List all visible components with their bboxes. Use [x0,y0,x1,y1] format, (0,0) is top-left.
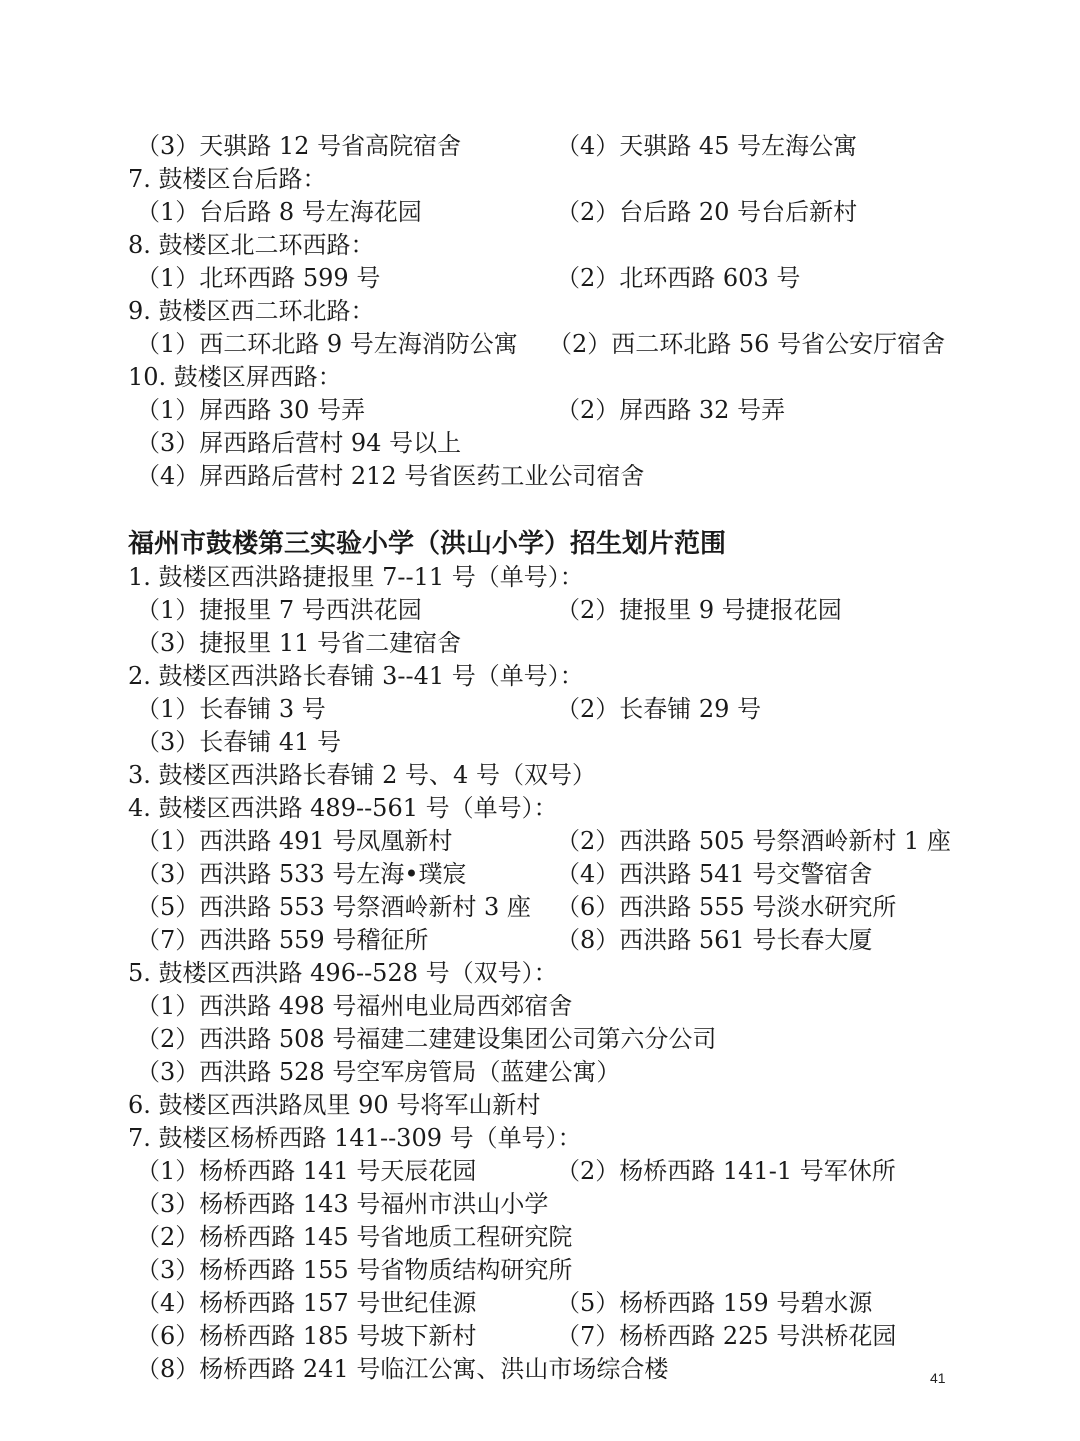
address-row [128,1254,968,1287]
address-item: （8）西洪路 561 号长春大厦 [556,926,873,954]
address-item: （1）捷报里 7 号西洪花园 [136,596,422,624]
address-item: （2）长春铺 29 号 [556,695,762,723]
address-row [128,328,968,361]
section-spacer [128,493,968,527]
address-row [128,1188,968,1221]
district-heading-text: 10. 鼓楼区屏西路： [128,363,342,391]
document-body [128,130,968,1386]
address-item: （2）杨桥西路 145 号省地质工程研究院 [136,1223,573,1251]
address-row [128,825,968,858]
address-item: （2）西二环北路 56 号省公安厅宿舍 [548,330,946,358]
page-number: 41 [930,1370,946,1386]
address-item: （4）屏西路后营村 212 号省医药工业公司宿舍 [136,462,645,490]
district-heading [128,792,968,825]
address-row [128,693,968,726]
address-item: （2）杨桥西路 141-1 号军休所 [556,1157,896,1185]
address-row [128,1287,968,1320]
address-item: （3）捷报里 11 号省二建宿舍 [136,629,462,657]
district-heading-text: 3. 鼓楼区西洪路长春铺 2 号、4 号（双号） [128,761,596,789]
address-item: （4）杨桥西路 157 号世纪佳源 [136,1289,477,1317]
address-item: （3）天骐路 12 号省高院宿舍 [136,132,462,160]
address-item: （3）西洪路 528 号空军房管局（蓝建公寓） [136,1058,621,1086]
address-item: （3）屏西路后营村 94 号以上 [136,429,462,457]
address-item: （6）西洪路 555 号淡水研究所 [556,893,897,921]
district-heading [128,295,968,328]
address-item: （2）捷报里 9 号捷报花园 [556,596,842,624]
address-row [128,858,968,891]
address-item: （1）西二环北路 9 号左海消防公寓 [136,330,518,358]
address-item: （5）杨桥西路 159 号碧水源 [556,1289,873,1317]
address-row [128,726,968,759]
district-heading [128,759,968,792]
address-row [128,130,968,163]
district-heading-text: 4. 鼓楼区西洪路 489--561 号（单号）： [128,794,558,822]
district-heading [128,957,968,990]
district-heading [128,229,968,262]
address-row [128,394,968,427]
address-item: （2）西洪路 508 号福建二建建设集团公司第六分公司 [136,1025,717,1053]
address-item: （2）北环西路 603 号 [556,264,801,292]
address-item: （8）杨桥西路 241 号临江公寓、洪山市场综合楼 [136,1355,669,1383]
address-item: （3）西洪路 533 号左海•璞宸 [136,860,467,888]
address-item: （2）西洪路 505 号祭酒岭新村 1 座 [556,827,951,855]
address-row [128,924,968,957]
address-item: （3）长春铺 41 号 [136,728,342,756]
address-item: （6）杨桥西路 185 号坡下新村 [136,1322,477,1350]
address-row [128,427,968,460]
district-heading [128,163,968,196]
address-item: （1）屏西路 30 号弄 [136,396,366,424]
address-item: （1）杨桥西路 141 号天辰花园 [136,1157,477,1185]
address-row [128,1155,968,1188]
address-row [128,891,968,924]
address-row [128,594,968,627]
district-heading-text: 2. 鼓楼区西洪路长春铺 3--41 号（单号）： [128,662,584,690]
address-item: （3）杨桥西路 143 号福州市洪山小学 [136,1190,549,1218]
district-heading-text: 5. 鼓楼区西洪路 496--528 号（双号）： [128,959,558,987]
district-heading [128,1089,968,1122]
address-row [128,1221,968,1254]
address-item: （2）台后路 20 号台后新村 [556,198,858,226]
address-item: （1）北环西路 599 号 [136,264,381,292]
address-row [128,196,968,229]
address-item: （1）西洪路 498 号福州电业局西郊宿舍 [136,992,573,1020]
district-heading-text: 6. 鼓楼区西洪路凤里 90 号将军山新村 [128,1091,541,1119]
address-row [128,1056,968,1089]
district-heading-text: 7. 鼓楼区杨桥西路 141--309 号（单号）： [128,1124,582,1152]
address-item: （1）长春铺 3 号 [136,695,326,723]
address-row [128,1320,968,1353]
address-item: （3）杨桥西路 155 号省物质结构研究所 [136,1256,573,1284]
address-item: （7）杨桥西路 225 号洪桥花园 [556,1322,897,1350]
district-heading-text: 1. 鼓楼区西洪路捷报里 7--11 号（单号）： [128,563,584,591]
address-row [128,460,968,493]
section-title: 福州市鼓楼第三实验小学（洪山小学）招生划片范围 [128,529,727,559]
address-item: （1）西洪路 491 号凤凰新村 [136,827,453,855]
district-heading-text: 7. 鼓楼区台后路： [128,165,327,193]
address-item: （5）西洪路 553 号祭酒岭新村 3 座 [136,893,531,921]
address-row [128,262,968,295]
district-heading [128,561,968,594]
address-item: （7）西洪路 559 号稽征所 [136,926,429,954]
district-heading [128,660,968,693]
district-heading-text: 8. 鼓楼区北二环西路： [128,231,375,259]
district-heading [128,1122,968,1155]
address-row [128,627,968,660]
address-row [128,1023,968,1056]
district-heading [128,361,968,394]
address-item: （4）西洪路 541 号交警宿舍 [556,860,873,888]
address-row [128,990,968,1023]
address-row [128,1353,968,1386]
address-item: （4）天骐路 45 号左海公寓 [556,132,858,160]
district-heading-text: 9. 鼓楼区西二环北路： [128,297,375,325]
address-item: （2）屏西路 32 号弄 [556,396,786,424]
address-item: （1）台后路 8 号左海花园 [136,198,422,226]
